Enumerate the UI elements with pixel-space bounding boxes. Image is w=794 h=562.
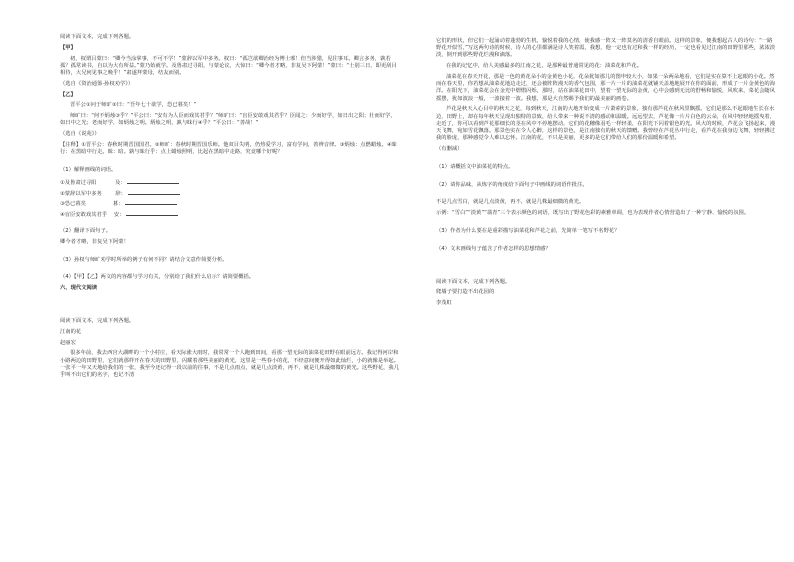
question-2-sentence: 卿今者才略，非复吴下阿蒙！ [60, 238, 129, 245]
q1-item-2-text: ②蒙辞以军中多务 [60, 190, 102, 197]
essay2-title: 爬墙子要打造不出花园的 [436, 289, 495, 296]
essay-paragraph-1: 很多年前，我去西宫大湖畔的一个小村庄，看天际涨大雨时，我常常一个人跑到田间，看那一望无际的油菜花田野在眼前远方。我记得河岸和小路两边的田野里，它们就那样开在春天的田野里，闪耀着那些美丽的黄光，这里是一些春小的花，不经意间便开得如此灿烂，小的就像是举起。一张平一年又天地给我们的一张，我至今还记得一段以前的往事，不是几点雨点，就是几点淡黄，再不，就是几株最细微的黄光。这些野花，我几乎叫不出它们的名字，也记不清 [60, 350, 400, 378]
right-column [436, 38, 776, 311]
passage-jia-text: 初，权谓吕蒙曰：“卿今当涂掌事，不可不学！”蒙辞以军中多务。权曰：“孤岂欲卿治经为博士邪！但当涉猎，见往事耳。卿言多务，孰若孤？孤常读书，自以为大有所益。”蒙乃始就学。及鲁肃过寻阳，与蒙论议，大惊曰：“卿今者才略，非复吴下阿蒙！”蒙曰：“士别三日，即更刮目相待，大兄何见事之晚乎！”肃遂拜蒙母，结友而别。 [60, 55, 397, 76]
reading-instruction-3: 阅读下面文本，完成下列各题。 [436, 278, 511, 285]
q1-item-2-key: 辞： [115, 190, 126, 197]
right-question-1: （1）请概括文中油菜花的特点。 [436, 163, 514, 170]
right-question-2: （2）请你品味，从炼字的角度给下面句子中画线的词语作批注。 [436, 181, 588, 188]
passage-yi-text-1: 晋平公①问于师旷②曰：“吾年七十欲学，恐已暮矣！” [70, 102, 197, 109]
question-4: （4）【甲】【乙】两文的内容都与学习有关，分别给了我们什么启示？请简要概括。 [60, 274, 255, 281]
q1-item-3 [60, 199, 400, 208]
q1-item-3-key: 暮： [112, 201, 124, 208]
passage-jia-marker: 【甲】 [60, 44, 76, 51]
passage-jia-source: （选自《资治通鉴·孙权劝学》） [60, 80, 134, 87]
annotation-notes: 【注释】①晋平公：春秋时期晋国国君。②师旷：春秋时期晋国乐师。他双目失明，仍热爱学习，富有学问，善辨音律。③炳烛：点燃蜡烛。④昧行：在黑暗中行走。昧：暗。孰与昧行乎：点上蜡烛照明，比起在黑暗中走路，究竟哪个好呢？ [60, 141, 397, 156]
q1-item-2-answer-blank[interactable] [128, 189, 180, 195]
question-2-title: （2）翻译下面句子。 [60, 227, 112, 234]
reading-instruction-2: 阅读下面文本，完成下列各题。 [60, 317, 135, 324]
essay-paragraph-3: 油菜花在春天开花，那是一色的黄花朵小的金黄色小花，花朵犹如那儿的图申较大小，如果一朵两朵地看，它们是实在算不上起眼的小花。然而在春天里，你若想从油菜花地边走过，还会被阵阵漫天的香气包围，那一片一片的油菜花就铺天盖地地展开在你的面前，形成了一片金黄色的海洋。在阳光下，油菜花会在金光中熠熠闪烁，那时，站在油菜花田中，望着一望无际的金黄，心中会感到无比的舒畅和愉悦，风吹来，菜花会随风摇摆，犹如波浪一般，一波接着一波。我想，那是大自然赐予我们的最美丽的画卷。 [436, 74, 776, 102]
q1-item-1 [60, 178, 400, 187]
passage-yi-marker: 【乙】 [60, 91, 76, 98]
q1-item-4-key: 安： [113, 212, 125, 219]
left-column [60, 34, 400, 383]
reading-instruction: 阅读下面文本，完成下列各题。 [60, 34, 135, 40]
example-label: 示例： [436, 210, 452, 217]
essay-author: 赵丽宏 [60, 339, 76, 346]
right-question-3: （3）作者为什么要在是重彩描写油菜花和芦花之前，先简单一笔写不名野花？ [436, 228, 620, 234]
passage-yi-text-2: 师旷曰：“何不炳烛③乎？”平公曰：“安有为人臣而戏其君乎？”师旷曰：“盲臣安敢戏其君乎？臣闻之：少而好学，如日出之阳；壮而好学，如日中之光；老而好学，如炳烛之明。炳烛之明，孰与昧行④乎？”平公曰：“善哉！” [60, 113, 396, 127]
right-question-2-example [436, 210, 776, 217]
essay-continuation-1: 它们的形状，但它们一起涌动着蓬勃的生机，愉悦着我的心情，使我感一阵又一阵莫名的清香自眼前。这样的景象，便我想起古人的诗句：“一路野花开似雪，”写这两句诗的时候，诗人的心里都满是诗人笑着霞，我想，他一定也有过和我一样的经历，一定也看见过江南的田野里那些，浓浓淡淡，倒开到那些野花烂漫和滴落。 [436, 38, 776, 59]
question-3: （3）孙权与师旷劝学时所举的例子有何不同？请结合文意作简要分析。 [60, 256, 228, 263]
q1-item-1-key: 及： [115, 179, 126, 186]
q1-item-4 [60, 210, 400, 219]
essay2-author: 李茂虹 [436, 300, 452, 307]
q1-item-2 [60, 189, 400, 198]
question-1-title: （1）解释画线的词语。 [60, 166, 117, 173]
passage-yi-source: （选自《说苑》） [60, 131, 100, 138]
example-text: “雪白”“淡黄”“翡青”三个表示颜色的词语，既写出了野花色彩的素雅单调，也为表现作者心情营造出了一种宁静、愉悦的氛围。 [451, 210, 750, 217]
essay-paragraph-4: 芦花是秋天入心目中的秋天之花，每到秋天，江南的大地开始变成一片萧索的景象，独有那芦花在秋风里飘摇。它们是那么不起眼地生长在水边、田野上，却在每年秋天呈现出独特的景致，给人带来一种说不清的感动和温暖。远远望去，芦花像一片片白色的云朵，在风中轻轻地摇曳着，走近了，你可以看到芦花那细长的茎在风中不停地摆动，它们的花穗像羽毛一样轻柔，在阳光下闪着银色的光。风大的时候，芦花会飞扬起来，漫天飞舞，宛如雪花飘落。那景色实在令人心醉，这样的景色，是江南独有的秋天的馈赠。我曾经在芦花丛中行走，看芦花在我身边飞舞，轻轻拂过我的脸庞，那种感觉令人难以忘怀。江南的花，不只是美丽，更多的是它们带给人们的那份温暖和希望。 [436, 106, 776, 142]
essay-title: 江南的花 [60, 328, 82, 335]
abridged-note: （有删减） [436, 146, 463, 153]
q1-item-4-answer-blank[interactable] [126, 210, 178, 216]
section-six-heading: 六、现代文阅读 [60, 285, 98, 292]
q1-item-3-answer-blank[interactable] [125, 199, 177, 205]
q1-item-4-text: ④盲臣安敢戏其君乎 [60, 212, 108, 219]
q1-item-3-text: ③恐已暮矣 [60, 201, 86, 208]
right-question-2-sentence: 不是几点雪白，就是几点淡黄，再不，就是几株最细微的黄光。 [436, 199, 585, 206]
right-question-4: （4）文末画线句子蕴含了作者怎样的思想情感？ [436, 245, 551, 252]
q1-item-1-answer-blank[interactable] [127, 178, 179, 184]
essay-paragraph-2: 在我的记忆中，给人美感最多的江南之花，是那种最普通常见的花：油菜花和芦花。 [446, 63, 642, 70]
q1-item-1-text: ①及鲁肃过寻阳 [60, 179, 97, 186]
